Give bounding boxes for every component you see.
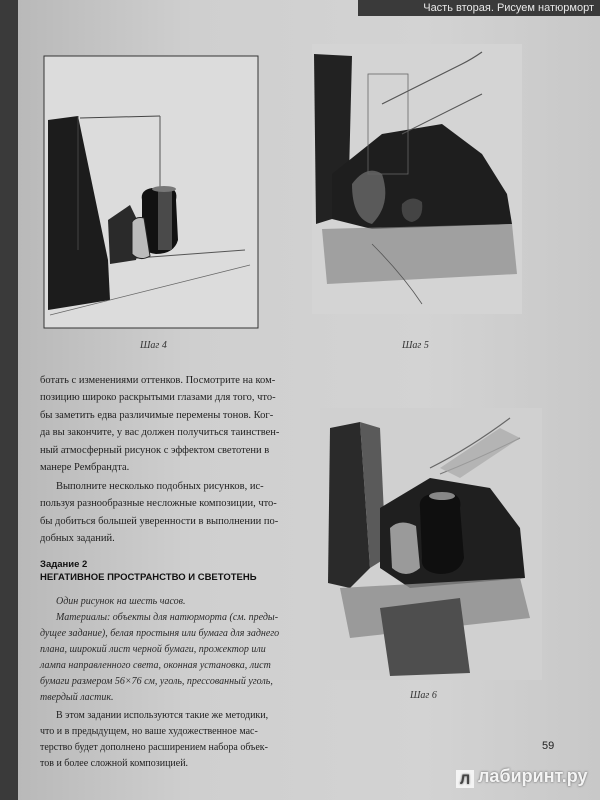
text-line: лампа направленного света, оконная установка, лист: [40, 660, 271, 671]
text-line: добных заданий.: [40, 533, 115, 545]
text-line: Материалы: объекты для натюрморта (см. преды-: [56, 612, 279, 623]
text-line: манере Рембрандта.: [40, 462, 130, 474]
text-line: терство будет дополнено расширением набора объек-: [40, 742, 268, 753]
text-line: тов и более сложной композицией.: [40, 758, 189, 769]
drawing-step-5: [312, 44, 522, 314]
running-header: Часть вторая. Рисуем натюрморт: [358, 0, 600, 16]
watermark: [456, 766, 588, 788]
labirint-logo-icon: Л: [456, 770, 474, 788]
drawing-step-6: [320, 408, 542, 680]
text-line: да вы закончите, у вас должен получиться таинствен-: [40, 427, 280, 439]
task-title: НЕГАТИВНОЕ ПРОСТРАНСТВО И СВЕТОТЕНЬ: [40, 572, 257, 583]
text-line: бумаги размером 56×76 см, уголь, прессованный уголь,: [40, 676, 273, 687]
caption-step-4: Шаг 4: [140, 340, 167, 351]
text-line: ный атмосферный рисунок с эффектом светотени в: [40, 444, 270, 456]
text-line: Выполните несколько подобных рисунков, ис-: [56, 481, 264, 492]
text-line: бы добиться большей уверенности в выполнении по-: [40, 515, 279, 527]
materials-block: [40, 594, 302, 706]
closing-paragraph: [40, 708, 302, 772]
text-line: пользуя разнообразные несложные композиции, что-: [40, 498, 277, 510]
book-page: [18, 0, 600, 800]
text-line: бы заметить едва различимые перемены тонов. Ког-: [40, 409, 274, 421]
body-paragraph-2: [40, 478, 292, 548]
text-line: ботать с изменениями оттенков. Посмотрите на ком-: [40, 375, 276, 386]
text-line: позицию широко раскрытыми глазами для того, что-: [40, 392, 276, 404]
watermark-text: лабиринт.ру: [478, 766, 588, 786]
drawing-step-4: [40, 50, 262, 332]
body-paragraph-1: [40, 372, 292, 476]
task-heading: [40, 558, 300, 584]
caption-step-6: Шаг 6: [410, 690, 437, 701]
task-number: Задание 2: [40, 559, 88, 570]
text-line: плана, широкий лист черной бумаги, прожектор или: [40, 644, 266, 655]
text-line: твердый ластик.: [40, 692, 114, 703]
page-number: 59: [542, 740, 555, 752]
caption-step-5: Шаг 5: [402, 340, 429, 351]
text-line: дущее задание), белая простыня или бумага для заднего: [40, 628, 280, 639]
duration-line: Один рисунок на шесть часов.: [56, 596, 186, 607]
text-line: В этом задании используются такие же методики,: [56, 710, 269, 721]
text-line: что и в предыдущем, но ваше художественное мас-: [40, 726, 258, 737]
